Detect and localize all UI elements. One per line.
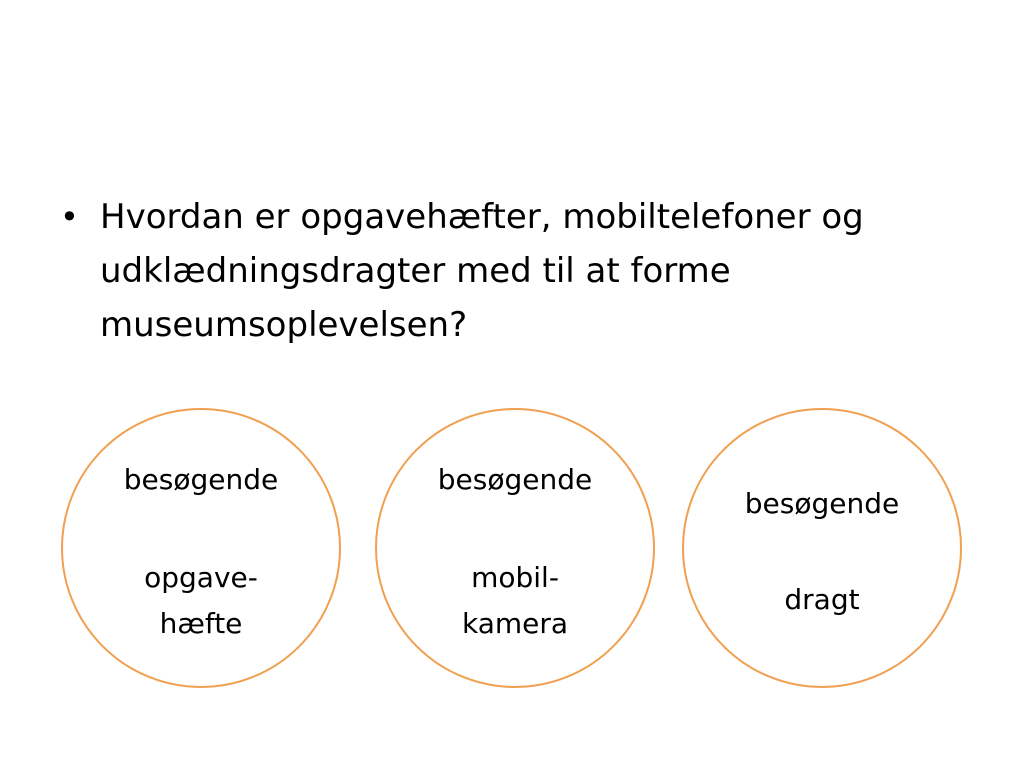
bullet-text: Hvordan er opgavehæfter, mobiltelefoner og udklædningsdragter med til at forme museumsoplevelsen?: [100, 197, 864, 345]
circle-dragt: [682, 408, 962, 688]
circle-bottom-line2: hæfte: [159, 607, 243, 640]
circle-bottom-line1: mobil-: [471, 561, 559, 594]
circle-mobilkamera: [375, 408, 655, 688]
bullet-item: [60, 190, 960, 352]
circle-bottom-line1: dragt: [784, 583, 860, 616]
bullet-dot-icon: •: [60, 198, 79, 236]
circle-top-label: besøgende: [744, 487, 900, 520]
circle-top-label: besøgende: [437, 463, 593, 496]
circle-top-label: besøgende: [123, 463, 279, 496]
circle-opgavehaefte: [61, 408, 341, 688]
circle-bottom-line2: kamera: [461, 607, 569, 640]
circle-bottom-line1: opgave-: [144, 561, 258, 594]
